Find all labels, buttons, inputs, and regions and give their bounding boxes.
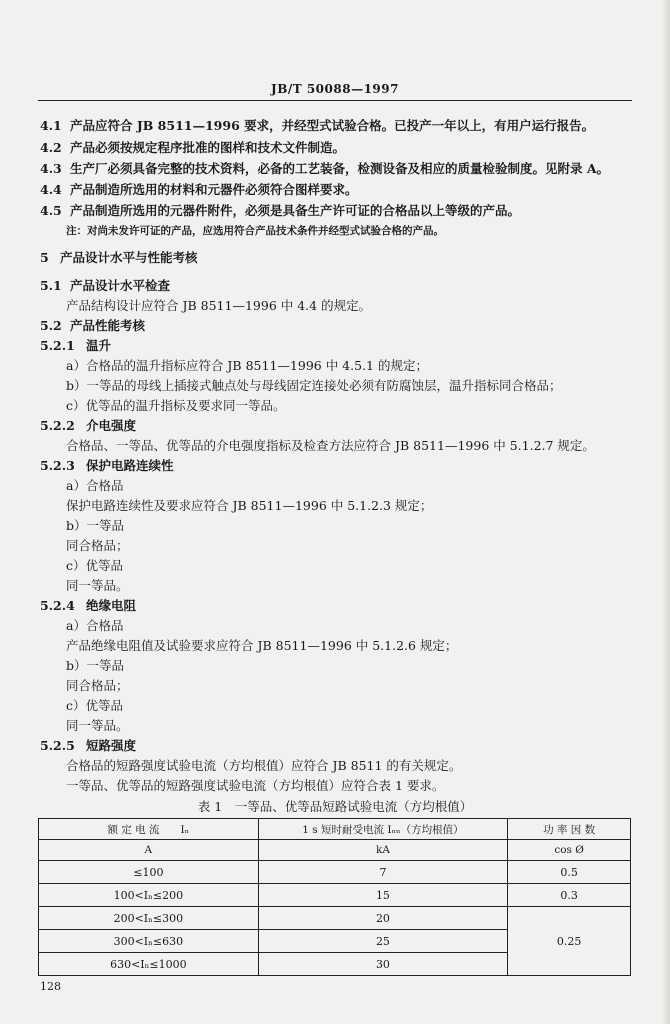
page-number: 128 xyxy=(40,980,61,993)
table-header-cell: 额 定 电 流 Iₙ xyxy=(39,819,259,840)
list-item: b）一等品的母线上插接式触点处与母线固定连接处必须有防腐蚀层，温升指标同合格品； xyxy=(66,378,562,393)
table-row xyxy=(39,884,631,907)
list-item: a）合格品的温升指标应符合 JB 8511—1996 中 4.5.1 的规定； xyxy=(66,358,428,373)
section-number: 4.2 xyxy=(40,140,62,155)
section-title: 绝缘电阻 xyxy=(86,598,137,613)
section-body: 合格品的短路强度试验电流（方均根值）应符合 JB 8511 的有关规定。 xyxy=(66,758,462,773)
section-text: 产品制造所选用的元器件附件，必须是具备生产许可证的合格品以上等级的产品。 xyxy=(70,203,521,218)
table-row xyxy=(39,907,631,930)
table-header-cell: 1 s 短时耐受电流 Iₙₙ（方均根值） xyxy=(258,819,508,840)
page-header: JB/T 50088—1997 xyxy=(271,82,399,96)
table-header-cell: 功 率 因 数 xyxy=(508,819,631,840)
section-number: 5.2.3 xyxy=(40,458,75,473)
list-item-body: 同合格品； xyxy=(66,678,129,693)
section-title: 产品设计水平检查 xyxy=(70,278,171,293)
table-cell: 630<Iₙ≤1000 xyxy=(39,953,259,976)
section-text: 产品必须按规定程序批准的图样和技术文件制造。 xyxy=(70,140,346,155)
table-cell: 300<Iₙ≤630 xyxy=(39,930,259,953)
section-number: 4.5 xyxy=(40,203,62,218)
table-header-row xyxy=(39,819,631,840)
section-number: 5.2.2 xyxy=(40,418,75,433)
section-body: 一等品、优等品的短路强度试验电流（方均根值）应符合表 1 要求。 xyxy=(66,778,445,793)
chapter-title: 产品设计水平与性能考核 xyxy=(60,250,198,265)
short-circuit-table xyxy=(38,818,631,976)
section-body: 合格品、一等品、优等品的介电强度指标及检查方法应符合 JB 8511—1996 中 5.1.2.7 规定。 xyxy=(66,438,595,453)
table-title: 表 1 一等品、优等品短路试验电流（方均根值） xyxy=(197,799,473,814)
list-item-body: 同合格品； xyxy=(66,538,129,553)
header-rule xyxy=(38,100,632,101)
table-cell: 25 xyxy=(258,930,508,953)
table-cell: 0.5 xyxy=(508,861,631,884)
table-header-cell: kA xyxy=(258,840,508,861)
section-number: 5.2.5 xyxy=(40,738,75,753)
section-text: 产品应符合 JB 8511—1996 要求，并经型式试验合格。已投产一年以上，有用户运行报告。 xyxy=(70,118,595,133)
table-header-cell: A xyxy=(39,840,259,861)
list-item-body: 同一等品。 xyxy=(66,718,129,733)
list-item-body: 同一等品。 xyxy=(66,578,129,593)
table-row xyxy=(39,861,631,884)
list-item: c）优等品 xyxy=(66,558,124,573)
table-cell: 20 xyxy=(258,907,508,930)
table-cell: ≤100 xyxy=(39,861,259,884)
scan-edge-shadow xyxy=(662,0,670,1024)
table-header-row xyxy=(39,840,631,861)
table-cell: 200<Iₙ≤300 xyxy=(39,907,259,930)
section-number: 4.1 xyxy=(40,118,62,133)
section-title: 短路强度 xyxy=(86,738,137,753)
section-body: 产品结构设计应符合 JB 8511—1996 中 4.4 的规定。 xyxy=(66,298,372,313)
section-number: 4.4 xyxy=(40,182,62,197)
section-number: 5.2.1 xyxy=(40,338,75,353)
section-text: 生产厂必须具备完整的技术资料，必备的工艺装备，检测设备及相应的质量检验制度。见附录 A。 xyxy=(70,161,610,176)
table-cell: 0.3 xyxy=(508,884,631,907)
list-item: b）一等品 xyxy=(66,518,125,533)
table-header-cell: cos Ø xyxy=(508,840,631,861)
table-cell: 15 xyxy=(258,884,508,907)
section-number: 5.2 xyxy=(40,318,62,333)
section-number: 5.1 xyxy=(40,278,62,293)
table-cell: 0.25 xyxy=(508,907,631,976)
list-item: c）优等品 xyxy=(66,698,124,713)
chapter-number: 5 xyxy=(40,250,49,265)
section-title: 产品性能考核 xyxy=(70,318,146,333)
section-number: 4.3 xyxy=(40,161,62,176)
section-title: 介电强度 xyxy=(86,418,137,433)
note-text: 注：对尚未发许可证的产品，应选用符合产品技术条件并经型式试验合格的产品。 xyxy=(66,225,444,237)
section-title: 温升 xyxy=(86,338,112,353)
section-text: 产品制造所选用的材料和元器件必须符合图样要求。 xyxy=(70,182,358,197)
table-cell: 100<Iₙ≤200 xyxy=(39,884,259,907)
list-item: c）优等品的温升指标及要求同一等品。 xyxy=(66,398,286,413)
section-title: 保护电路连续性 xyxy=(86,458,174,473)
table-cell: 7 xyxy=(258,861,508,884)
list-item: a）合格品 xyxy=(66,618,124,633)
section-number: 5.2.4 xyxy=(40,598,75,613)
table-cell: 30 xyxy=(258,953,508,976)
list-item-body: 保护电路连续性及要求应符合 JB 8511—1996 中 5.1.2.3 规定； xyxy=(66,498,433,513)
list-item: b）一等品 xyxy=(66,658,125,673)
list-item: a）合格品 xyxy=(66,478,124,493)
list-item-body: 产品绝缘电阻值及试验要求应符合 JB 8511—1996 中 5.1.2.6 规定； xyxy=(66,638,458,653)
